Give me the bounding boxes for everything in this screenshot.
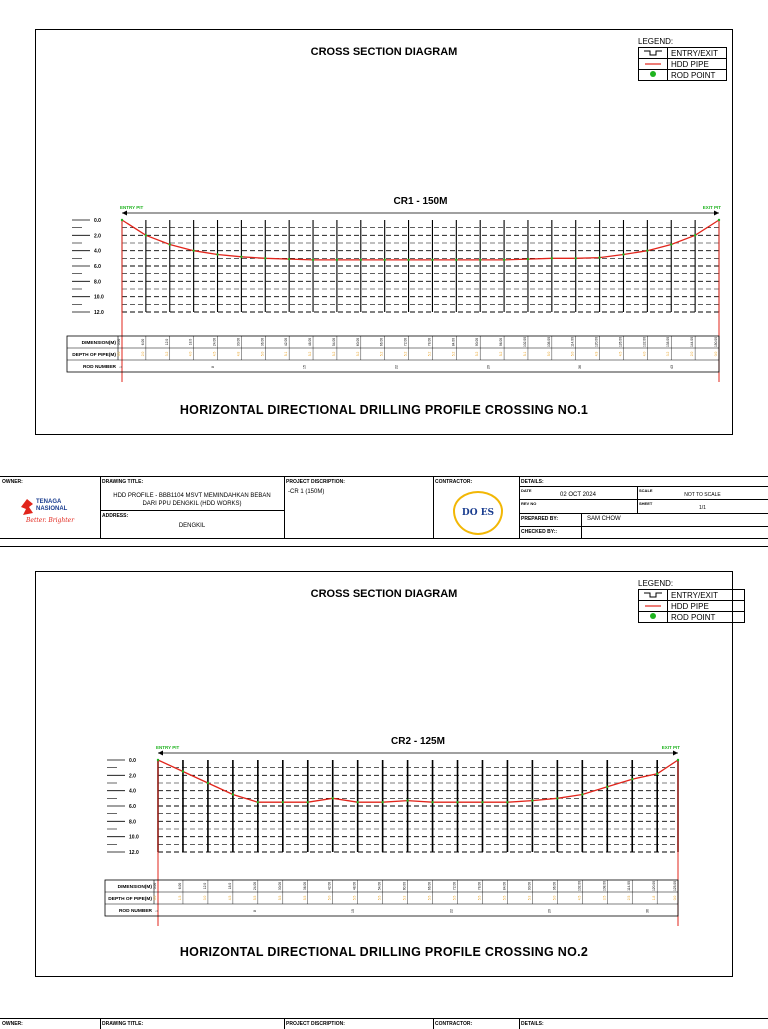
rod-point bbox=[456, 801, 458, 803]
depth-scale-label: 12.0 bbox=[129, 850, 139, 856]
dimension-value: 96.00 bbox=[499, 337, 504, 347]
details-label: DETAILS: bbox=[521, 479, 544, 485]
dimension-value: 36.00 bbox=[260, 337, 265, 347]
depth-of-pipe-value: 5.0 bbox=[327, 895, 332, 901]
dimension-value: 54.00 bbox=[377, 881, 382, 891]
sheet-label: SHEET bbox=[639, 501, 653, 506]
rod-number-value: 1 bbox=[155, 910, 159, 912]
project-text: -CR 1 (150M) bbox=[288, 489, 325, 495]
depth-of-pipe-value: 3.5 bbox=[602, 895, 607, 901]
depth-scale-label: 4.0 bbox=[94, 248, 101, 255]
dimension-value: 24.00 bbox=[212, 337, 217, 347]
depth-of-pipe-value: 4.5 bbox=[618, 351, 623, 357]
depth-scale-label: 12.0 bbox=[94, 310, 104, 316]
rod-point bbox=[556, 797, 558, 799]
rod-number-value: 15 bbox=[351, 909, 356, 913]
rod-number-value: 36 bbox=[578, 365, 583, 369]
dimension-value: 84.00 bbox=[502, 881, 507, 891]
dimension-value: 120.00 bbox=[652, 880, 657, 892]
legend-item-hdd-pipe: HDD PIPE bbox=[668, 59, 727, 70]
dimension-value: 114.00 bbox=[570, 337, 575, 347]
date-label: DATE bbox=[521, 488, 532, 493]
rod-point bbox=[282, 801, 284, 803]
crossing-label: CR1 - 150M bbox=[393, 196, 448, 207]
dimension-value: 72.00 bbox=[452, 881, 457, 891]
rod-number-value: 29 bbox=[486, 365, 491, 369]
dimension-value: 114.00 bbox=[627, 881, 632, 891]
rod-point bbox=[631, 778, 633, 780]
rod-number-value: 15 bbox=[302, 365, 307, 369]
depth-of-pipe-value: 4.0 bbox=[642, 351, 647, 357]
owner-label: OWNER: bbox=[2, 479, 23, 485]
rod-point bbox=[232, 793, 234, 795]
dimension-value: 72.00 bbox=[403, 337, 408, 347]
exit-pit-label: EXIT PIT bbox=[702, 205, 721, 210]
rod-number-value: 8 bbox=[210, 366, 215, 368]
prepared-text: SAM CHOW bbox=[587, 516, 621, 522]
rod-point bbox=[531, 799, 533, 801]
drawing-title-label: DRAWING TITLE: bbox=[102, 479, 144, 485]
depth-of-pipe-value: 5.2 bbox=[355, 351, 360, 357]
dimension-value: 120.00 bbox=[594, 336, 599, 348]
hdd-pipe-line bbox=[158, 760, 678, 802]
depth-of-pipe-value: 5.2 bbox=[308, 351, 313, 357]
data-table-row-label: DIMENSION(M) bbox=[117, 885, 152, 890]
dimension-value: 102.00 bbox=[577, 880, 582, 892]
depth-of-pipe-value: 1.8 bbox=[652, 895, 657, 901]
depth-of-pipe-value: 2.0 bbox=[690, 351, 695, 357]
rod-point bbox=[182, 770, 184, 772]
diagram-title-2: CROSS SECTION DIAGRAM bbox=[310, 588, 458, 600]
project-label: PROJECT DISCRIPTION: bbox=[286, 479, 345, 485]
dimension-value: 36.00 bbox=[302, 881, 307, 891]
depth-of-pipe-value: 5.0 bbox=[546, 351, 551, 357]
tnb-logo-tagline: Better. Brighter bbox=[26, 517, 75, 524]
depth-scale-label: 2.0 bbox=[129, 773, 136, 780]
dimension-value: 78.00 bbox=[427, 337, 432, 347]
depth-of-pipe-value: 5.1 bbox=[284, 351, 289, 357]
sheet-text: 1/1 bbox=[699, 505, 706, 511]
rod-number-value: 36 bbox=[645, 909, 650, 913]
depth-of-pipe-value: 0.0 bbox=[673, 895, 677, 901]
dimension-value: 48.00 bbox=[308, 337, 313, 347]
rod-point bbox=[656, 773, 658, 775]
data-table-row-label: DIMENSION(M) bbox=[81, 341, 116, 346]
rod-number-value: 1 bbox=[119, 366, 123, 368]
does-logo-text: DO ES bbox=[461, 508, 495, 518]
rod-point bbox=[431, 801, 433, 803]
exit-pit-label: EXIT PIT bbox=[661, 745, 680, 750]
depth-scale-label: 4.0 bbox=[129, 788, 136, 795]
dimension-value: 30.00 bbox=[236, 337, 241, 347]
depth-of-pipe-value: 2.5 bbox=[627, 895, 632, 901]
dimension-value: 60.00 bbox=[402, 881, 407, 891]
dimension-value: 24.00 bbox=[252, 881, 257, 891]
legend-item-entry-exit: ENTRY/EXIT bbox=[668, 48, 727, 59]
tnb-logo-line1: TENAGA bbox=[36, 499, 62, 505]
legend-item-rod-point-2: ROD POINT bbox=[668, 612, 745, 623]
main-title-1: HORIZONTAL DIRECTIONAL DRILLING PROFILE CROSSING NO.1 bbox=[179, 403, 589, 417]
rod-point bbox=[207, 782, 209, 784]
depth-of-pipe-value: 5.2 bbox=[379, 351, 384, 357]
depth-of-pipe-value: 5.2 bbox=[403, 351, 408, 357]
depth-of-pipe-value: 5.3 bbox=[527, 895, 532, 901]
diagram-title-1: CROSS SECTION DIAGRAM bbox=[310, 46, 458, 58]
depth-of-pipe-value: 0.0 bbox=[117, 351, 121, 357]
rod-point bbox=[307, 801, 309, 803]
depth-of-pipe-value: 5.2 bbox=[451, 351, 456, 357]
rod-point bbox=[257, 801, 259, 803]
depth-of-pipe-value: 5.5 bbox=[427, 895, 432, 901]
depth-of-pipe-value: 3.0 bbox=[202, 895, 207, 901]
depth-of-pipe-value: 4.5 bbox=[577, 895, 582, 901]
dimension-value: 90.00 bbox=[527, 881, 532, 891]
rod-point bbox=[677, 759, 679, 761]
depth-of-pipe-value: 5.0 bbox=[552, 895, 557, 901]
legend-item-rod-point: ROD POINT bbox=[668, 70, 727, 81]
depth-scale-label: 10.0 bbox=[94, 294, 104, 301]
depth-of-pipe-value: 5.5 bbox=[252, 895, 257, 901]
checked-label: CHECKED BY:: bbox=[521, 529, 558, 535]
dimension-value: 12.0 bbox=[202, 882, 207, 890]
rod-point bbox=[406, 799, 408, 801]
dimension-value: 102.00 bbox=[522, 336, 527, 348]
dimension-value: 6.00 bbox=[140, 338, 145, 346]
depth-of-pipe-value: 5.3 bbox=[402, 895, 407, 901]
legend-heading-2: LEGEND: bbox=[638, 579, 674, 588]
crossing-label: CR2 - 125M bbox=[391, 736, 445, 747]
depth-of-pipe-value: 4.5 bbox=[227, 895, 232, 901]
rod-point bbox=[581, 793, 583, 795]
dimension-value: 78.00 bbox=[477, 881, 482, 891]
dimension-value: 42.00 bbox=[327, 881, 332, 891]
data-table-row-label: DEPTH OF PIPE(M) bbox=[72, 353, 116, 358]
contractor-label: CONTRACTOR: bbox=[435, 479, 473, 485]
data-table-row-label: ROD NUMBER bbox=[118, 909, 152, 914]
address-label: ADDRESS: bbox=[102, 513, 129, 519]
depth-of-pipe-value: 5.0 bbox=[570, 351, 575, 357]
rod-number-value: 22 bbox=[394, 365, 399, 369]
main-title-2: HORIZONTAL DIRECTIONAL DRILLING PROFILE CROSSING NO.2 bbox=[179, 945, 589, 959]
depth-of-pipe-value: 5.2 bbox=[427, 351, 432, 357]
rod-point bbox=[332, 797, 334, 799]
depth-of-pipe-value: 4.9 bbox=[594, 351, 599, 357]
depth-scale-label: 6.0 bbox=[94, 264, 101, 270]
scale-label: SCALE bbox=[639, 488, 653, 493]
contractor-label-2: CONTRACTOR: bbox=[435, 1021, 473, 1027]
dimension-value: 54.00 bbox=[331, 337, 336, 347]
span-arrow-right-icon bbox=[673, 751, 678, 756]
scale-text: NOT TO SCALE bbox=[684, 492, 721, 498]
dimension-value: 42.00 bbox=[284, 337, 289, 347]
dimension-value: 6.00 bbox=[177, 882, 182, 890]
dimension-value: 12.0 bbox=[164, 338, 169, 346]
dimension-value: 18.0 bbox=[227, 882, 232, 890]
depth-of-pipe-value: 3.2 bbox=[164, 351, 169, 357]
rod-number-value: 43 bbox=[670, 365, 675, 369]
legend-item-entry-exit-2: ENTRY/EXIT bbox=[668, 590, 745, 601]
depth-of-pipe-value: 5.1 bbox=[522, 351, 527, 357]
depth-of-pipe-value: 1.5 bbox=[177, 895, 182, 901]
depth-of-pipe-value: 4.0 bbox=[188, 351, 193, 357]
depth-of-pipe-value: 0.0 bbox=[714, 351, 718, 357]
rod-point bbox=[606, 786, 608, 788]
depth-scale-label: 0.0 bbox=[94, 218, 101, 224]
depth-of-pipe-value: 4.5 bbox=[212, 351, 217, 357]
dimension-value: 150.00 bbox=[714, 336, 718, 348]
data-table-row-label: ROD NUMBER bbox=[82, 365, 116, 370]
entry-pit-label: ENTRY PIT bbox=[156, 745, 180, 750]
depth-scale-label: 0.0 bbox=[129, 758, 136, 764]
depth-scale-label: 10.0 bbox=[129, 834, 139, 841]
dimension-value: 60.00 bbox=[355, 337, 360, 347]
data-table-row-label: DEPTH OF PIPE(M) bbox=[108, 897, 152, 902]
dimension-value: 66.00 bbox=[427, 881, 432, 891]
legend-item-hdd-pipe-2: HDD PIPE bbox=[668, 601, 745, 612]
depth-of-pipe-value: 5.2 bbox=[475, 351, 480, 357]
depth-of-pipe-value: 5.5 bbox=[502, 895, 507, 901]
depth-scale-label: 8.0 bbox=[129, 819, 136, 826]
depth-of-pipe-value: 5.2 bbox=[499, 351, 504, 357]
rod-number-value: 8 bbox=[253, 910, 258, 912]
span-arrow-left-icon bbox=[158, 751, 163, 756]
depth-of-pipe-value: 2.0 bbox=[140, 351, 145, 357]
depth-scale-label: 2.0 bbox=[94, 233, 101, 240]
dimension-value: 90.00 bbox=[475, 337, 480, 347]
depth-of-pipe-value: 4.8 bbox=[236, 351, 241, 357]
tnb-logo-line2: NASIONAL bbox=[36, 506, 68, 512]
rod-number-value: 22 bbox=[449, 909, 454, 913]
rod-point bbox=[506, 801, 508, 803]
depth-of-pipe-value: 5.5 bbox=[477, 895, 482, 901]
data-table-border bbox=[105, 880, 678, 916]
rod-point bbox=[157, 759, 159, 761]
depth-of-pipe-value: 3.2 bbox=[666, 351, 671, 357]
project-label-2: PROJECT DISCRIPTION: bbox=[286, 1021, 345, 1027]
dimension-value: 108.00 bbox=[546, 336, 551, 348]
dimension-value: 18.0 bbox=[188, 338, 193, 346]
dimension-value: 30.00 bbox=[277, 881, 282, 891]
dimension-value: 96.00 bbox=[552, 881, 557, 891]
dimension-value: 66.00 bbox=[379, 337, 384, 347]
depth-of-pipe-value: 5.0 bbox=[260, 351, 265, 357]
rod-number-value: 29 bbox=[547, 909, 552, 913]
dimension-value: 108.00 bbox=[602, 880, 607, 892]
depth-scale-label: 8.0 bbox=[94, 279, 101, 286]
dimension-value: 132.00 bbox=[642, 336, 647, 348]
drawing-title-text: HDD PROFILE - BBB1104 MSVT MEMINDAHKAN BEBAN DARI PPU DENGKIL (HDD WORKS) bbox=[113, 493, 271, 507]
dimension-value: 126.00 bbox=[618, 336, 623, 348]
date-text: 02 OCT 2024 bbox=[560, 492, 596, 498]
rod-point bbox=[481, 801, 483, 803]
details-label-2: DETAILS: bbox=[521, 1021, 544, 1027]
depth-of-pipe-value: 5.5 bbox=[352, 895, 357, 901]
dimension-value: 84.00 bbox=[451, 337, 456, 347]
dimension-value: 0.00 bbox=[153, 882, 157, 890]
prepared-label: PREPARED BY: bbox=[521, 516, 559, 522]
depth-of-pipe-value: 5.5 bbox=[277, 895, 282, 901]
depth-of-pipe-value: 0.0 bbox=[153, 895, 157, 901]
rod-point bbox=[381, 801, 383, 803]
rod-point bbox=[356, 801, 358, 803]
dimension-value: 0.00 bbox=[117, 338, 121, 346]
depth-scale-label: 6.0 bbox=[129, 804, 136, 810]
rev-label: REV NO bbox=[521, 501, 537, 506]
dimension-value: 48.00 bbox=[352, 881, 357, 891]
legend-heading: LEGEND: bbox=[638, 37, 674, 46]
dimension-value: 125.00 bbox=[673, 880, 677, 892]
depth-of-pipe-value: 5.2 bbox=[331, 351, 336, 357]
dimension-value: 144.00 bbox=[690, 336, 695, 348]
drawing-title-label-2: DRAWING TITLE: bbox=[102, 1021, 144, 1027]
depth-of-pipe-value: 5.5 bbox=[302, 895, 307, 901]
entry-pit-label: ENTRY PIT bbox=[120, 205, 144, 210]
owner-label-2: OWNER: bbox=[2, 1021, 23, 1027]
dimension-value: 138.00 bbox=[666, 336, 671, 348]
address-text: DENGKIL bbox=[178, 523, 206, 529]
depth-of-pipe-value: 5.5 bbox=[452, 895, 457, 901]
depth-of-pipe-value: 5.5 bbox=[377, 895, 382, 901]
